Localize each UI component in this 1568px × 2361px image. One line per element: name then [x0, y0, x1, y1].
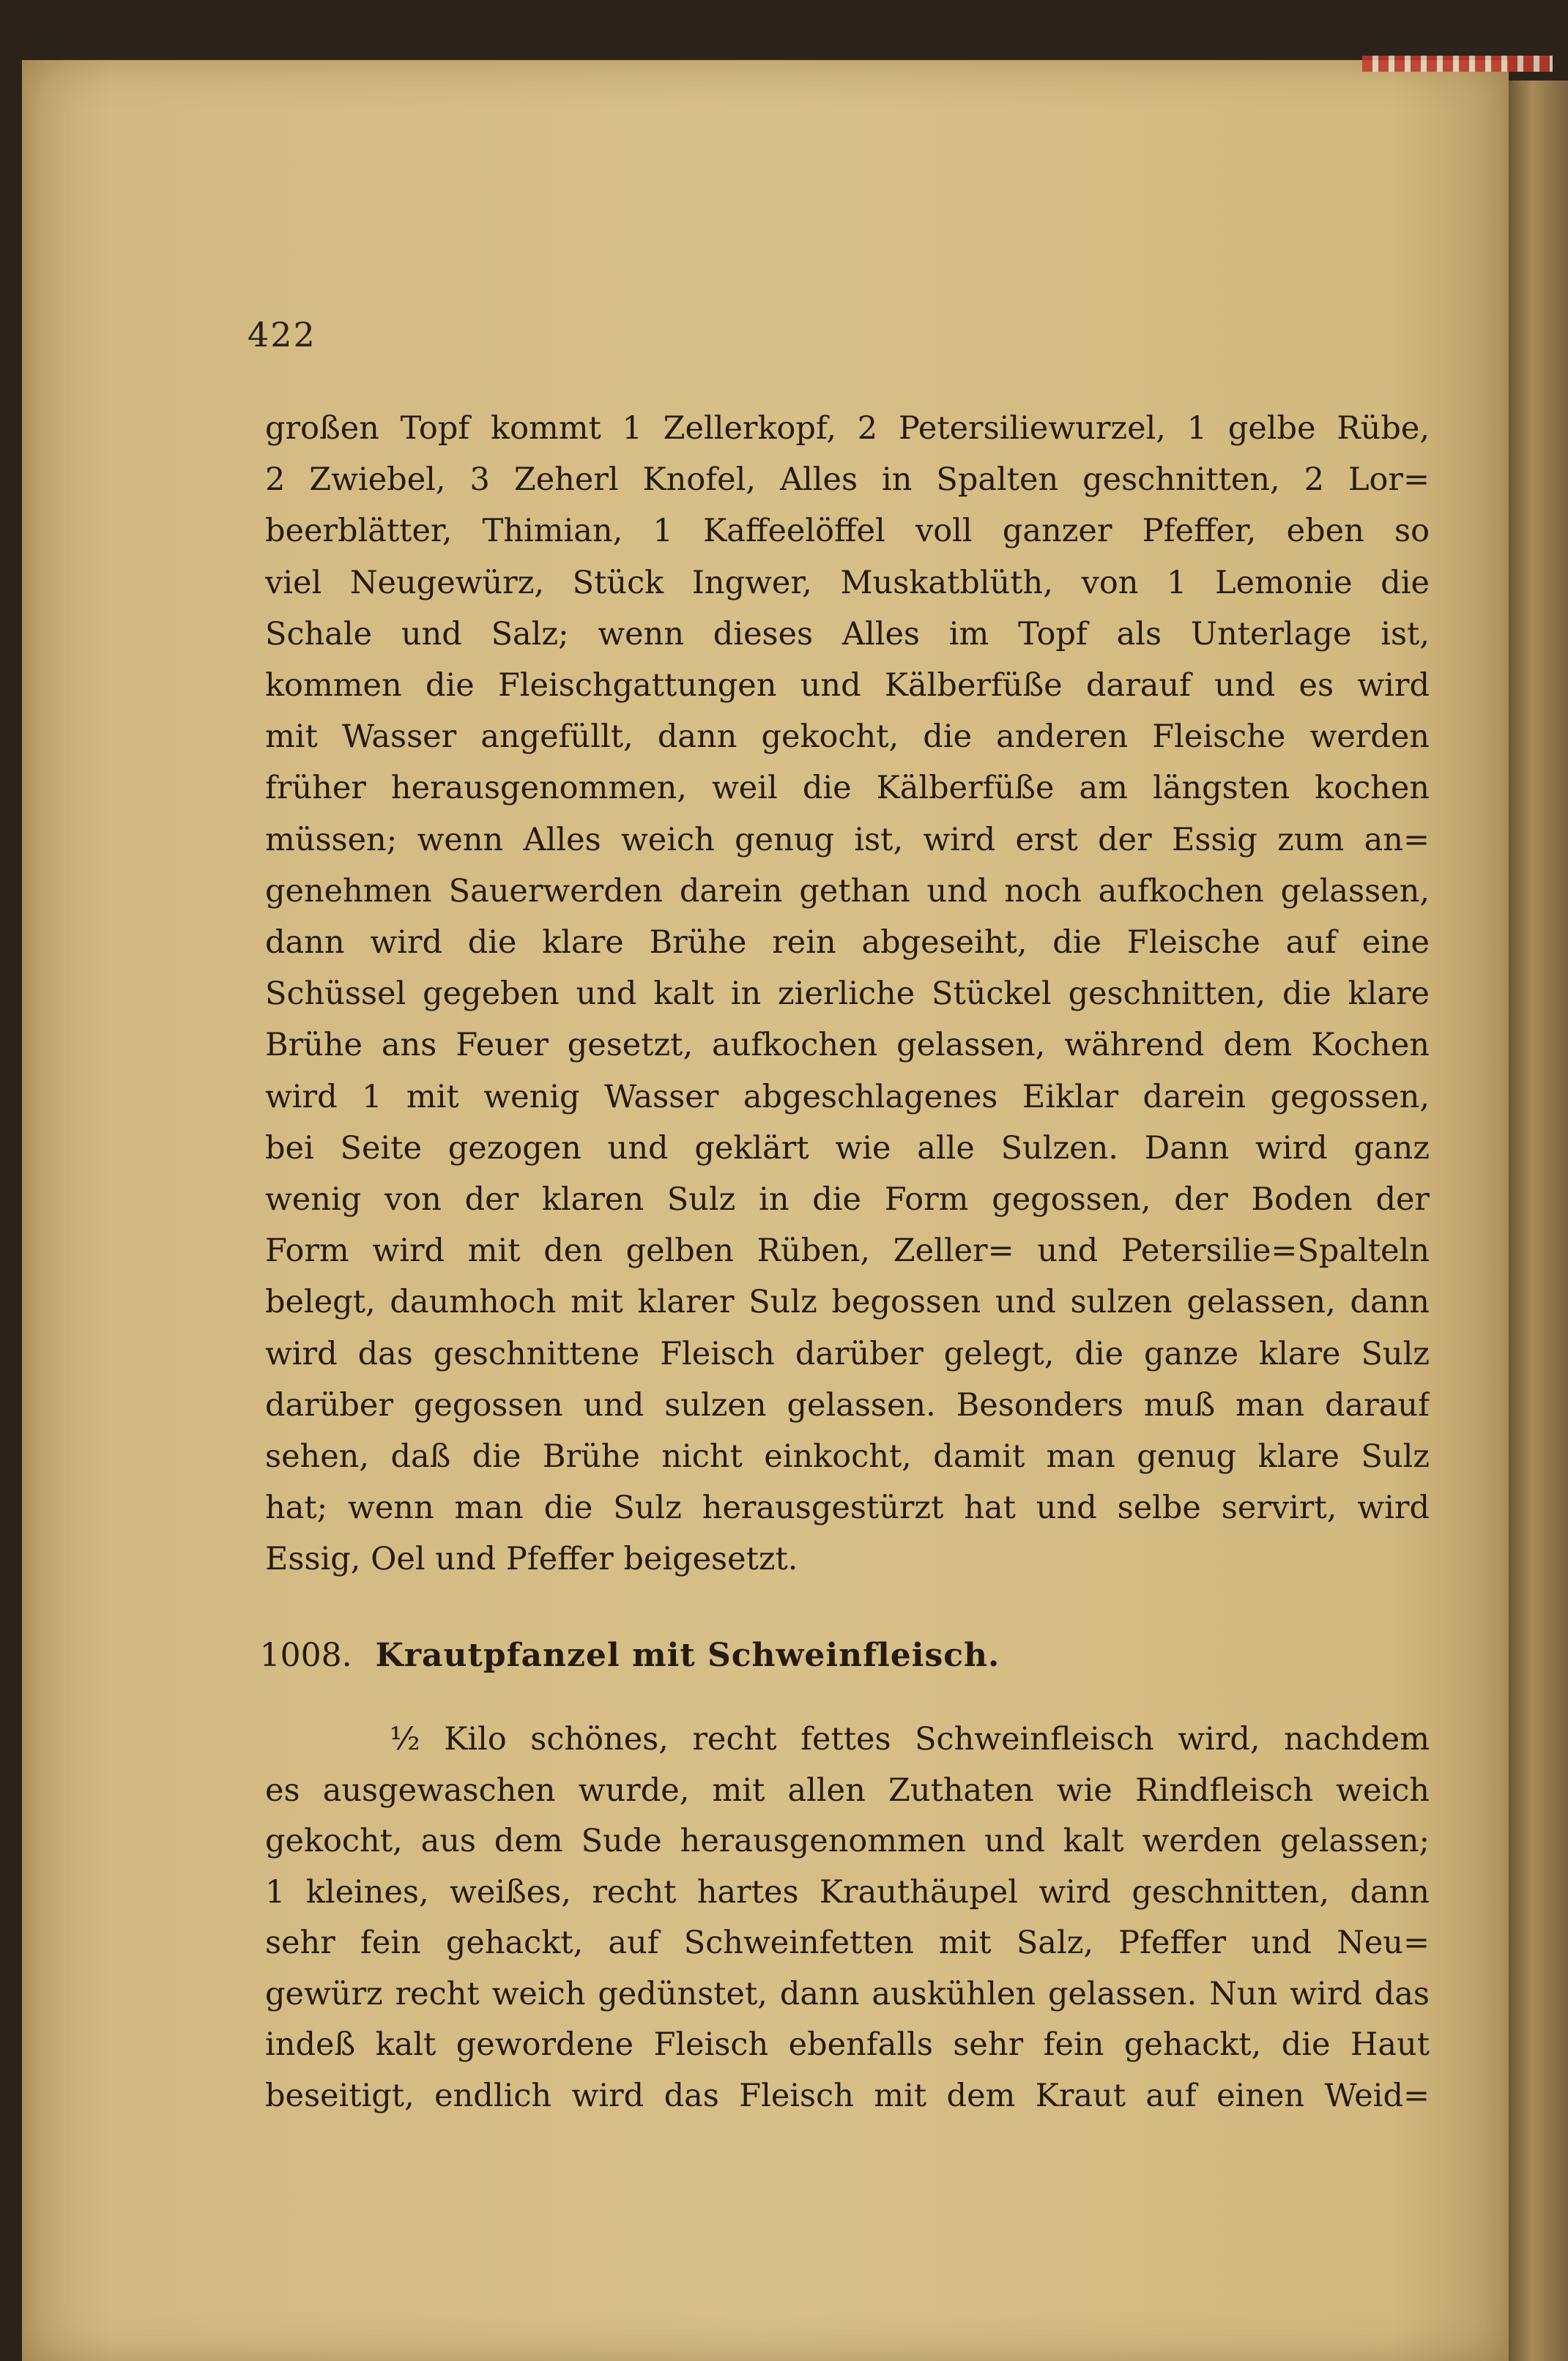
recipe-number: 1008. [259, 1637, 352, 1674]
text-line: früher herausgenommen, weil die Kälberfüße am längsten kochen [265, 770, 1430, 807]
text-line: 1 kleines, weißes, recht hartes Krauthäupel wird geschnitten, dann [265, 1873, 1430, 1911]
text-line: viel Neugewürz, Stück Ingwer, Muskatblüth, von 1 Lemonie die [265, 564, 1430, 601]
text-line: 2 Zwiebel, 3 Zeherl Knofel, Alles in Spalten geschnitten, 2 Lor= [265, 461, 1430, 499]
text-line: Form wird mit den gelben Rüben, Zeller= und Petersilie=Spalteln [265, 1232, 1430, 1270]
text-line: beerblätter, Thimian, 1 Kaffeelöffel voll ganzer Pfeffer, eben so [265, 513, 1430, 550]
text-line: wenig von der klaren Sulz in die Form gegossen, der Boden der [265, 1181, 1430, 1218]
text-line: beseitigt, endlich wird das Fleisch mit dem Kraut auf einen Weid= [265, 2077, 1430, 2114]
text-line: Essig, Oel und Pfeffer beigesetzt. [265, 1541, 798, 1578]
text-line: gekocht, aus dem Sude herausgenommen und kalt werden gelassen; [265, 1823, 1430, 1859]
recipe-heading [0, 1637, 1260, 1674]
text-line: bei Seite gezogen und geklärt wie alle Sulzen. Dann wird ganz [265, 1129, 1430, 1167]
text-line: Brühe ans Feuer gesetzt, aufkochen gelassen, während dem Kochen [265, 1027, 1430, 1064]
text-line: genehmen Sauerwerden darein gethan und noch aufkochen gelassen, [265, 872, 1430, 910]
text-line: darüber gegossen und sulzen gelassen. Besonders muß man darauf [265, 1386, 1430, 1424]
text-line: wird 1 mit wenig Wasser abgeschlagenes Eiklar darein gegossen, [265, 1078, 1430, 1115]
recipe-title: Krautpfanzel mit Schweinfleisch. [375, 1637, 1000, 1674]
text-line: sehen, daß die Brühe nicht einkocht, damit man genug klare Sulz [265, 1438, 1430, 1475]
text-line: müssen; wenn Alles weich genug ist, wird erst der Essig zum an= [265, 821, 1430, 858]
text-line: dann wird die klare Brühe rein abgeseiht, die Fleische auf eine [265, 924, 1430, 961]
bookmark-ribbon [1362, 56, 1553, 72]
text-line: großen Topf kommt 1 Zellerkopf, 2 Petersiliewurzel, 1 gelbe Rübe, [265, 410, 1430, 447]
text-line: hat; wenn man die Sulz herausgestürzt hat und selbe servirt, wird [265, 1490, 1430, 1527]
book-page-edge [1509, 81, 1568, 2361]
page-number: 422 [248, 315, 316, 354]
text-line: indeß kalt gewordene Fleisch ebenfalls sehr fein gehackt, die Haut [265, 2026, 1430, 2063]
text-line: ½ Kilo schönes, recht fettes Schweinfleisch wird, nachdem [390, 1721, 1430, 1758]
text-line: belegt, daumhoch mit klarer Sulz begossen und sulzen gelassen, dann [265, 1284, 1430, 1321]
text-line: wird das geschnittene Fleisch darüber gelegt, die ganze klare Sulz [265, 1335, 1430, 1372]
text-line: es ausgewaschen wurde, mit allen Zuthaten wie Rindfleisch weich [265, 1771, 1430, 1809]
text-line: Schüssel gegeben und kalt in zierliche Stückel geschnitten, die klare [265, 975, 1430, 1013]
text-line: gewürz recht weich gedünstet, dann auskühlen gelassen. Nun wird das [265, 1975, 1430, 2012]
text-line: sehr fein gehackt, auf Schweinfetten mit Salz, Pfeffer und Neu= [265, 1925, 1430, 1961]
text-line: kommen die Fleischgattungen und Kälberfüße darauf und es wird [265, 667, 1430, 704]
text-line: Schale und Salz; wenn dieses Alles im Topf als Unterlage ist, [265, 615, 1430, 652]
text-line: mit Wasser angefüllt, dann gekocht, die anderen Fleische werden [265, 718, 1430, 756]
